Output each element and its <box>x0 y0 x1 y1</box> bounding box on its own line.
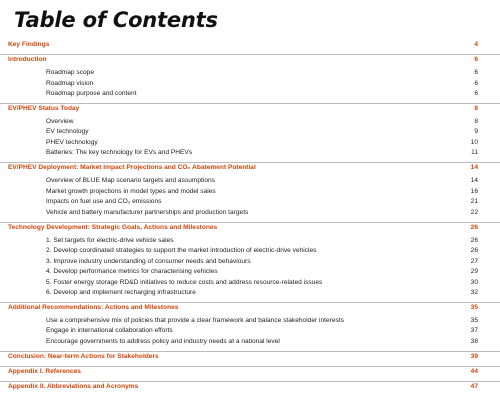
toc-page-number: 32 <box>470 288 478 296</box>
toc-entry-label: EV/PHEV Deployment: Market Impact Projections and CO₂ Abatement Potential <box>8 164 256 172</box>
toc-entry-label: Overview <box>46 118 74 125</box>
toc-entry-label: Additional Recommendations: Actions and Milestones <box>8 303 179 311</box>
toc-subsection-entry[interactable] <box>0 127 500 137</box>
toc-page-number: 38 <box>470 337 478 345</box>
toc-page-number: 6 <box>474 89 478 97</box>
toc-entry-label: 4. Develop performance metrics for characterising vehicles <box>46 268 218 276</box>
toc-page-number: 30 <box>470 278 478 286</box>
toc-subsection-entry[interactable] <box>0 267 500 277</box>
toc-page-number: 4 <box>474 41 478 48</box>
toc-section-entry[interactable] <box>0 222 500 233</box>
toc-page-number: 22 <box>470 208 478 216</box>
toc-section-entry[interactable] <box>0 40 500 50</box>
toc-subsection-entry[interactable] <box>0 187 500 197</box>
toc-section-entry[interactable] <box>0 366 500 377</box>
toc-page-number: 8 <box>474 118 478 125</box>
toc-section-entry[interactable] <box>0 351 500 362</box>
toc-entry-label: Roadmap purpose and content <box>46 89 137 97</box>
toc-entry-label: Use a comprehensive mix of policies that provide a clear framework and balance stakeholder interests <box>46 317 344 324</box>
toc-page-number: 26 <box>470 247 478 255</box>
toc-entry-label: Vehicle and battery manufacturer partnerships and production targets <box>46 208 249 216</box>
toc-page-number: 44 <box>470 367 478 375</box>
toc-page-number: 14 <box>470 177 478 185</box>
toc-page-number: 35 <box>470 317 478 324</box>
toc-entry-label: Introduction <box>8 56 47 64</box>
toc-subsection-entry[interactable] <box>0 79 500 89</box>
toc-entry-label: Encourage governments to address policy and industry needs at a national level <box>46 337 280 345</box>
toc-page-number: 29 <box>470 268 478 276</box>
toc-subsection-entry[interactable] <box>0 138 500 148</box>
toc-subsection-entry[interactable] <box>0 316 500 326</box>
toc-entry-label: EV technology <box>46 128 89 136</box>
toc-subsection-entry[interactable] <box>0 117 500 127</box>
toc-page-number: 47 <box>470 382 478 390</box>
toc-page-number: 35 <box>470 303 478 311</box>
toc-page-number: 11 <box>471 149 478 157</box>
toc-page-number: 26 <box>470 223 478 231</box>
toc-entry-label: Conclusion: Near-term Actions for Stakeholders <box>8 352 159 360</box>
toc-entry-label: Engage in international collaboration efforts <box>46 327 173 335</box>
toc-entry-label: Appendix II. Abbreviations and Acronyms <box>8 382 139 390</box>
toc-subsection-entry[interactable] <box>0 176 500 186</box>
toc-page-number: 39 <box>470 352 478 360</box>
toc-entry-label: 5. Foster energy storage RD&D initiatives to reduce costs and address resource-related issues <box>46 278 323 286</box>
toc-list <box>0 40 500 392</box>
toc-subsection-entry[interactable] <box>0 197 500 207</box>
toc-page-number: 27 <box>470 257 478 265</box>
toc-entry-label: 1. Set targets for electric-drive vehicle sales <box>46 236 174 244</box>
toc-entry-label: Appendix I. References <box>8 367 81 375</box>
toc-section-entry[interactable] <box>0 302 500 313</box>
toc-entry-label: Market growth projections in model types and model sales <box>46 187 216 195</box>
toc-section-entry[interactable] <box>0 162 500 173</box>
toc-subsection-entry[interactable] <box>0 288 500 298</box>
toc-subsection-entry[interactable] <box>0 236 500 246</box>
toc-page-number: 6 <box>474 79 478 87</box>
toc-entry-label: Key Findings <box>8 41 50 48</box>
toc-section-entry[interactable] <box>0 103 500 114</box>
toc-page-number: 9 <box>474 128 478 136</box>
toc-page-number: 6 <box>474 56 478 64</box>
toc-page-number: 10 <box>470 138 478 146</box>
toc-page-number: 6 <box>474 69 478 77</box>
page-title: Table of Contents <box>14 8 218 32</box>
toc-subsection-entry[interactable] <box>0 246 500 256</box>
toc-subsection-entry[interactable] <box>0 278 500 288</box>
toc-entry-label: PHEV technology <box>46 138 98 146</box>
toc-entry-label: 2. Develop coordinated strategies to support the market introduction of electric-drive vehicles <box>46 247 317 255</box>
toc-page-number: 21 <box>470 198 478 206</box>
toc-entry-label: 3. Improve industry understanding of consumer needs and behaviours <box>46 257 251 265</box>
toc-subsection-entry[interactable] <box>0 89 500 99</box>
toc-entry-label: Roadmap scope <box>46 69 95 77</box>
toc-subsection-entry[interactable] <box>0 148 500 158</box>
toc-page-number: 37 <box>470 327 478 335</box>
toc-subsection-entry[interactable] <box>0 326 500 336</box>
toc-entry-label: EV/PHEV Status Today <box>8 104 80 112</box>
toc-page-number: 26 <box>470 236 478 244</box>
toc-section-entry[interactable] <box>0 54 500 65</box>
toc-page-number: 14 <box>470 164 478 172</box>
toc-page-number: 8 <box>474 104 478 112</box>
toc-entry-label: Impacts on fuel use and CO₂ emissions <box>46 198 162 206</box>
toc-page-number: 16 <box>470 187 478 195</box>
toc-subsection-entry[interactable] <box>0 337 500 347</box>
toc-entry-label: Roadmap vision <box>46 79 94 87</box>
toc-entry-label: Overview of BLUE Map scenario targets and assumptions <box>46 177 215 185</box>
toc-entry-label: 6. Develop and implement recharging infrastructure <box>46 288 196 296</box>
toc-subsection-entry[interactable] <box>0 208 500 218</box>
toc-subsection-entry[interactable] <box>0 257 500 267</box>
toc-section-entry[interactable] <box>0 381 500 392</box>
toc-entry-label: Batteries: The key technology for EVs and PHEVs <box>46 149 193 157</box>
toc-entry-label: Technology Development: Strategic Goals, Actions and Milestones <box>8 223 218 231</box>
toc-subsection-entry[interactable] <box>0 68 500 78</box>
